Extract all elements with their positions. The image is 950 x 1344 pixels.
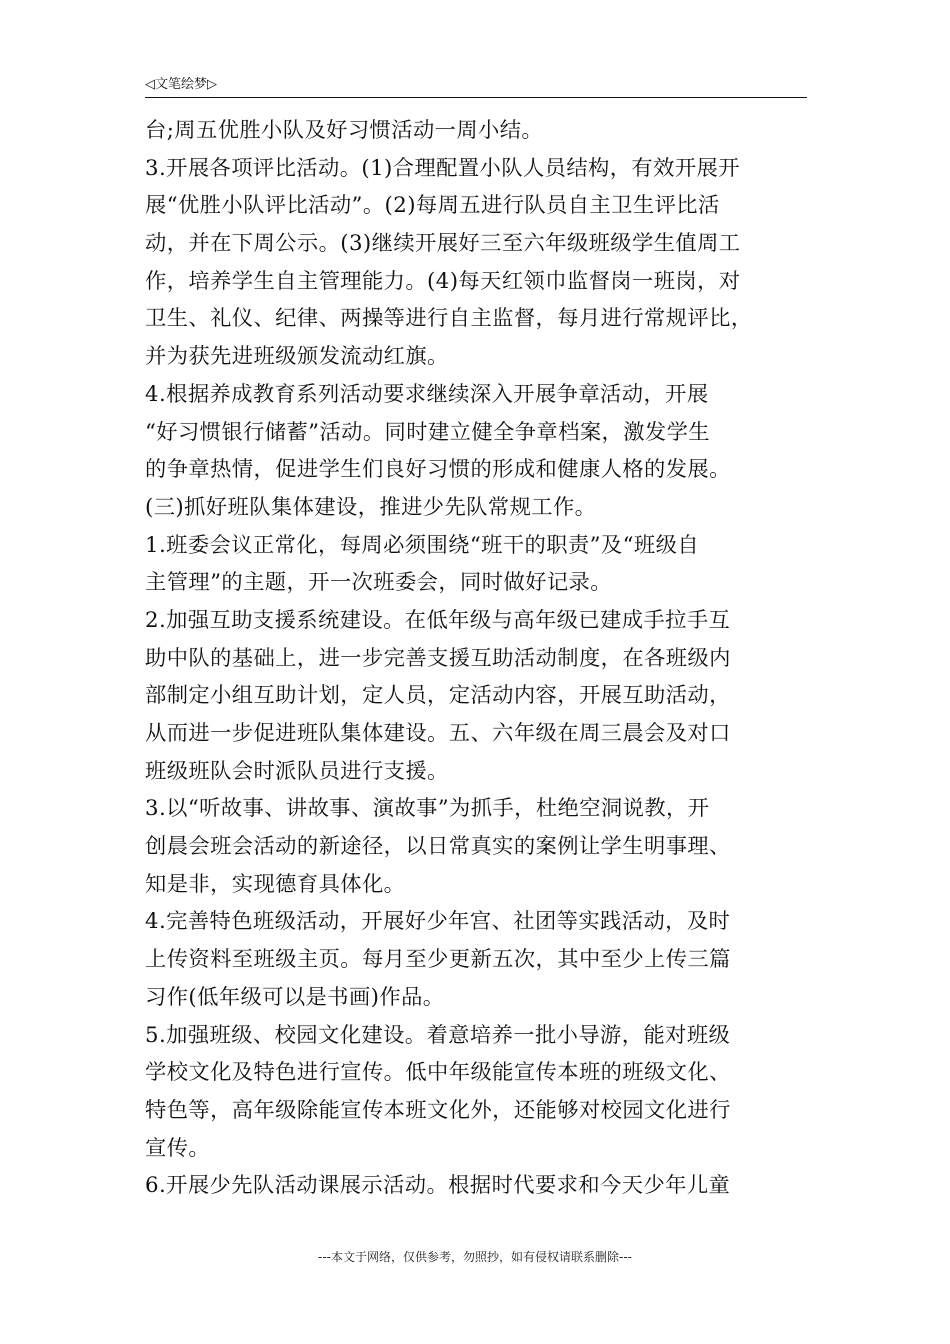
text-line: 3.以“听故事、讲故事、演故事”为抓手，杜绝空洞说教，开: [145, 796, 710, 822]
text-line: 习作(低年级可以是书画)作品。: [145, 984, 445, 1010]
text-line: 从而进一步促进班队集体建设。五、六年级在周三晨会及对口: [145, 721, 731, 746]
text-line: 班级班队会时派队员进行支援。: [145, 758, 449, 784]
text-line: 3.开展各项评比活动。(1)合理配置小队人员结构，有效开展开: [145, 155, 740, 181]
text-line: 作，培养学生自主管理能力。(4)每天红领巾监督岗一班岗，对: [145, 268, 741, 294]
text-line: 5.加强班级、校园文化建设。着意培养一批小导游，能对班级: [145, 1022, 731, 1048]
text-line: 卫生、礼仪、纪律、两操等进行自主监督，每月进行常规评比，: [145, 306, 753, 332]
page-footer: ---本文于网络，仅供参考，勿照抄，如有侵权请联系删除---: [318, 1250, 632, 1264]
text-line: 展“优胜小队评比活动”。(2)每周五进行队员自主卫生评比活: [145, 193, 720, 219]
text-line: 并为获先进班级颁发流动红旗。: [145, 344, 449, 370]
text-line: 的争章热情，促进学生们良好习惯的形成和健康人格的发展。: [145, 457, 731, 483]
text-line: 特色等，高年级除能宣传本班文化外，还能够对校园文化进行: [145, 1097, 731, 1123]
page-header: [145, 76, 807, 98]
text-line: 2.加强互助支援系统建设。在低年级与高年级已建成手拉手互: [145, 607, 731, 633]
text-line: 4.根据养成教育系列活动要求继续深入开展争章活动，开展: [145, 381, 709, 407]
text-line: 4.完善特色班级活动，开展好少年宫、社团等实践活动，及时: [145, 909, 731, 935]
document-body: [145, 112, 810, 1205]
text-line: 知是非，实现德育具体化。: [145, 871, 406, 897]
text-line: 宣传。: [145, 1135, 211, 1161]
text-line: 上传资料至班级主页。每月至少更新五次，其中至少上传三篇: [145, 947, 731, 973]
text-line: 主管理”的主题，开一次班委会，同时做好记录。: [145, 570, 612, 596]
text-line: 台;周五优胜小队及好习惯活动一周小结。: [145, 118, 544, 143]
text-line: “好习惯银行储蓄”活动。同时建立健全争章档案，激发学生: [145, 419, 710, 445]
text-line: 1.班委会议正常化，每周必须围绕“班干的职责”及“班级自: [145, 532, 700, 558]
header-title: ◁文笔绘梦▷: [145, 77, 217, 92]
text-line: 学校文化及特色进行宣传。低中年级能宣传本班的班级文化、: [145, 1060, 731, 1086]
header-rule: [145, 97, 807, 98]
text-line: (三)抓好班队集体建设，推进少先队常规工作。: [145, 494, 597, 520]
text-line: 创晨会班会活动的新途径，以日常真实的案例让学生明事理、: [145, 834, 731, 860]
text-line: 助中队的基础上，进一步完善支援互助活动制度，在各班级内: [145, 645, 731, 671]
text-line: 动，并在下周公示。(3)继续开展好三至六年级班级学生值周工: [145, 231, 741, 257]
text-line: 6.开展少先队活动课展示活动。根据时代要求和今天少年儿童: [145, 1173, 731, 1199]
text-line: 部制定小组互助计划，定人员，定活动内容，开展互助活动，: [145, 683, 731, 709]
